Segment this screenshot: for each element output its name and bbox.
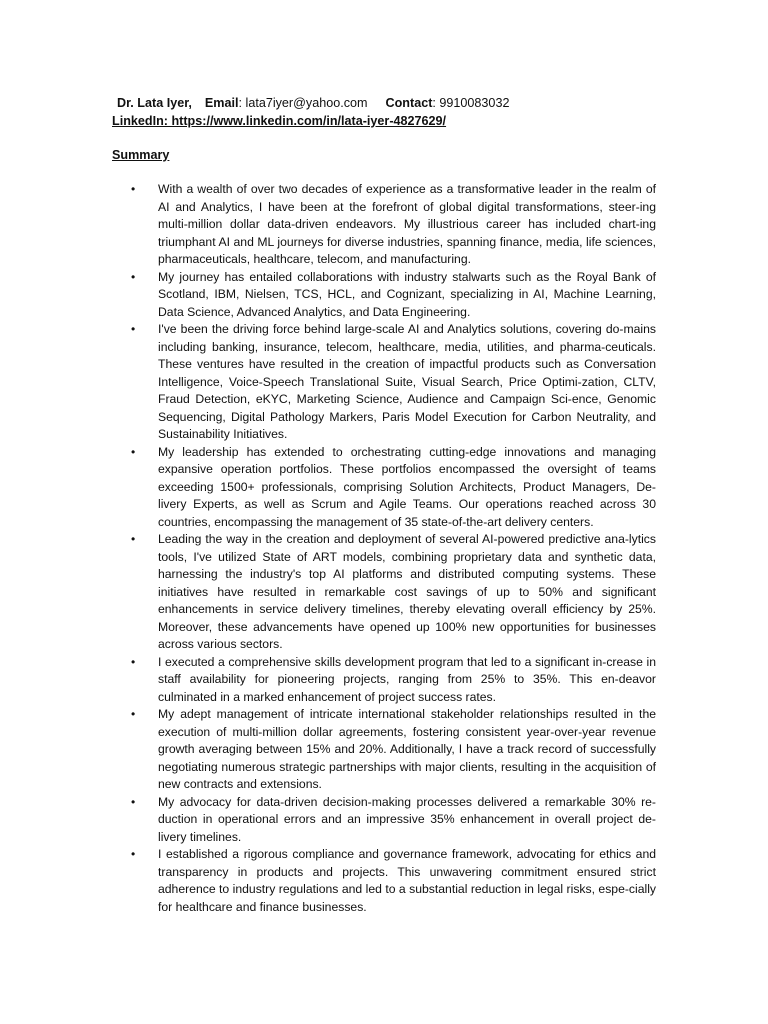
email-label: Email [204, 96, 239, 110]
list-item [131, 706, 656, 794]
bullet-icon: • [131, 182, 136, 196]
list-item [131, 269, 656, 322]
list-item [131, 321, 656, 444]
list-item-text: Leading the way in the creation and deployment of several AI-powered predictive ana-lytics tools, I've utilized State of ART models, combining proprietary data and synthetic data, harnessing the industry's top AI platforms and distributed computing systems. These initiatives have resulted in remarkable cost savings of up to 50% and significant enhancements in service delivery timelines, thereby elevating overall efficiency by 25%. Moreover, these advancements have opened up 100% new opportunities for businesses across various sectors. [158, 532, 656, 651]
list-item [131, 531, 656, 654]
contact-label: Contact [385, 96, 433, 110]
list-item-text: With a wealth of over two decades of experience as a transformative leader in the realm of AI and Analytics, I have been at the forefront of global digital transformations, steer-ing multi-million dollar data-driven endeavors. My illustrious career has included chart-ing triumphant AI and ML journeys for diverse industries, spanning finance, media, life sciences, pharmaceuticals, healthcare, telecom, and manufacturing. [158, 182, 656, 266]
list-item [131, 444, 656, 532]
bullet-icon: • [131, 269, 136, 284]
candidate-name: Dr. Lata Iyer, [117, 96, 192, 110]
list-item-text: My advocacy for data-driven decision-making processes delivered a remarkable 30% re-duction in operational errors and an impressive 35% enhancement in overall project de-livery timelines. [158, 794, 656, 844]
bullet-icon: • [131, 532, 136, 546]
bullet-icon: • [131, 444, 136, 459]
list-item [131, 181, 656, 269]
email-value[interactable]: lata7iyer@yahoo.com [245, 96, 368, 110]
bullet-icon: • [131, 847, 136, 861]
contact-line: Dr. Lata Iyer, Email: lata7iyer@yahoo.com Contact: 9910083032 [117, 96, 510, 110]
contact-value: 9910083032 [439, 96, 510, 110]
list-item-text: My journey has entailed collaborations with industry stalwarts such as the Royal Bank of Scotland, IBM, Nielsen, TCS, HCL, and Cognizant, specializing in AI, Machine Learning, Data Science, Advanced Analytics, and Data Engineering. [158, 269, 656, 319]
bullet-icon: • [131, 707, 136, 721]
bullet-icon: • [131, 322, 136, 336]
list-item [131, 846, 656, 916]
list-item [131, 654, 656, 707]
list-item-text: I established a rigorous compliance and governance framework, advocating for ethics and transparency in products and projects. This unwavering commitment ensured strict adherence to industry regulations and led to a substantial reduction in legal risks, espe-cially for healthcare and finance businesses. [158, 847, 656, 914]
list-item [131, 794, 656, 847]
list-item-text: My adept management of intricate international stakeholder relationships resulted in the execution of multi-million dollar agreements, fostering consistent year-over-year revenue growth averaging between 15% and 20%. Additionally, I have a track record of successfully negotiating numerous strategic partnerships with major clients, resulting in the acquisition of new contracts and extensions. [158, 707, 656, 791]
linkedin-link[interactable]: LinkedIn: https://www.linkedin.com/in/lata-iyer-4827629/ [112, 114, 447, 128]
summary-heading: Summary [112, 148, 170, 162]
bullet-icon: • [131, 794, 136, 809]
list-item-text: My leadership has extended to orchestrating cutting-edge innovations and managing expansive operation portfolios. These portfolios encompassed the oversight of teams exceeding 1500+ professionals, comprising Solution Architects, Product Managers, De-livery Experts, as well as Scrum and Agile Teams. Our operations reached across 30 countries, encompassing the management of 35 state-of-the-art delivery centers. [158, 444, 656, 529]
contact-header [112, 94, 692, 130]
list-item-text: I executed a comprehensive skills development program that led to a significant in-crease in staff availability for pioneering projects, ranging from 25% to 35%. This en-deavor culminated in a marked enhancement of project success rates. [158, 654, 656, 704]
list-item-text: I've been the driving force behind large-scale AI and Analytics solutions, covering do-mains including banking, insurance, telecom, healthcare, media, utilities, and pharma-ceuticals. These ventures have resulted in the creation of impactful products such as Conversation Intelligence, Voice-Speech Translational Suite, Visual Search, Price Optimi-zation, CLTV, Fraud Detection, eKYC, Marketing Science, Audience and Campaign Sci-ence, Genomic Sequencing, Digital Pathology Markers, Paris Model Execution for Carbon Neutrality, and Sustainability Initiatives. [158, 322, 656, 441]
summary-list [131, 181, 656, 916]
bullet-icon: • [131, 654, 136, 669]
